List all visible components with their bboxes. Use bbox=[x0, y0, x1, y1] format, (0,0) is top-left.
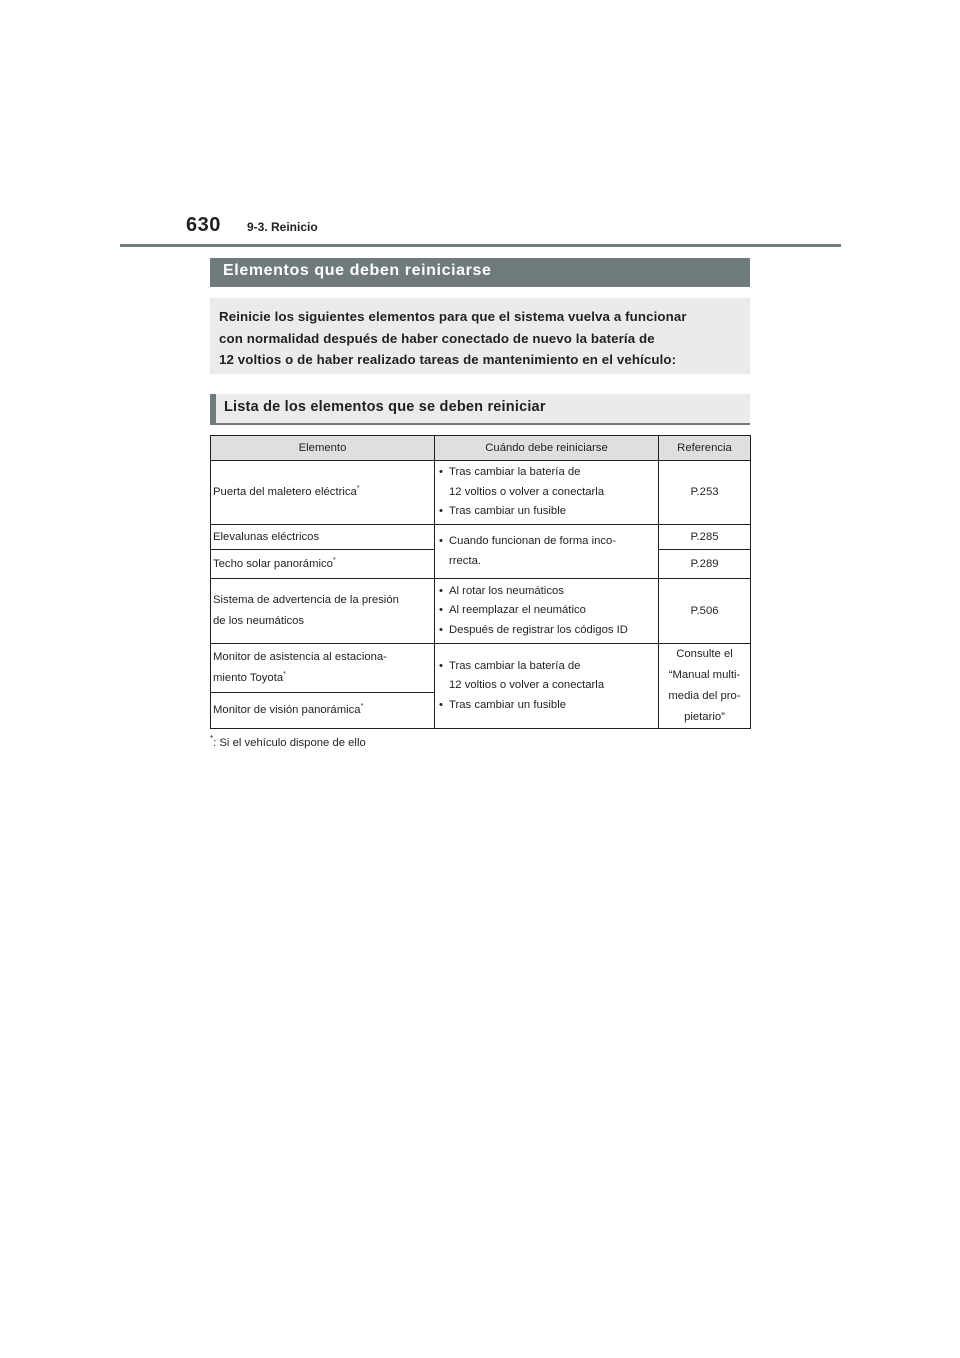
column-header-when: Cuándo debe reiniciarse bbox=[435, 436, 659, 461]
list-item: • Al reemplazar el neumático bbox=[435, 601, 658, 621]
footnote-mark: * bbox=[210, 734, 214, 743]
list-item: • Después de registrar los códigos ID bbox=[435, 621, 658, 641]
element-cell bbox=[211, 550, 435, 579]
list-item: • Tras cambiar la batería de 12 voltios o volver a conectarla bbox=[435, 657, 658, 696]
element-name: miento Toyota bbox=[213, 671, 284, 684]
column-header-reference: Referencia bbox=[659, 436, 751, 461]
element-name: Monitor de asistencia al estaciona- bbox=[213, 650, 387, 663]
reset-items-table bbox=[210, 435, 751, 729]
element-name: Monitor de visión panorámica bbox=[213, 703, 361, 716]
reference-cell: P.506 bbox=[659, 579, 751, 644]
list-item: • Tras cambiar un fusible bbox=[435, 696, 658, 716]
element-cell bbox=[211, 579, 435, 644]
footnote bbox=[210, 734, 366, 749]
element-cell bbox=[211, 461, 435, 525]
reference-cell: P.289 bbox=[659, 550, 751, 579]
list-item: • Cuando funcionan de forma inco- rrecta. bbox=[435, 532, 658, 571]
element-name: Sistema de advertencia de la presión bbox=[213, 594, 399, 606]
list-item: • Tras cambiar un fusible bbox=[435, 502, 658, 522]
subheading: Lista de los elementos que se deben reiniciar bbox=[210, 394, 750, 425]
intro-paragraph bbox=[210, 298, 750, 374]
element-name: Puerta del maletero eléctrica bbox=[213, 486, 357, 498]
intro-line: con normalidad después de haber conectado de nuevo la batería de bbox=[219, 330, 655, 346]
element-cell bbox=[211, 525, 435, 550]
section-title: 9-3. Reinicio bbox=[247, 220, 318, 234]
reference-cell: P.285 bbox=[659, 525, 751, 550]
when-cell bbox=[435, 644, 659, 729]
intro-line: 12 voltios o de haber realizado tareas de mantenimiento en el vehículo: bbox=[219, 352, 677, 367]
table-header-row bbox=[211, 436, 751, 461]
footnote-text: : Si el vehículo dispone de ello bbox=[213, 737, 366, 749]
footnote-mark: * bbox=[360, 702, 364, 710]
intro-line: Reinicie los siguientes elementos para que el sistema vuelva a funcionar bbox=[219, 309, 687, 324]
element-cell bbox=[211, 692, 435, 728]
section-heading: Elementos que deben reiniciarse bbox=[210, 258, 750, 287]
table-row bbox=[211, 579, 751, 644]
element-name: de los neumáticos bbox=[213, 615, 305, 627]
when-cell bbox=[435, 461, 659, 525]
reference-cell: Consulte el “Manual multi- media del pro- pietario” bbox=[659, 644, 751, 729]
footnote-mark: * bbox=[332, 556, 336, 564]
table-row bbox=[211, 461, 751, 525]
header-divider bbox=[120, 244, 841, 247]
list-item: • Tras cambiar la batería de 12 voltios o volver a conectarla bbox=[435, 463, 658, 502]
reference-cell: P.253 bbox=[659, 461, 751, 525]
footnote-mark: * bbox=[356, 485, 360, 492]
table-row bbox=[211, 644, 751, 693]
when-cell bbox=[435, 579, 659, 644]
element-cell bbox=[211, 644, 435, 693]
list-item: • Al rotar los neumáticos bbox=[435, 582, 658, 602]
page-number: 630 bbox=[186, 214, 221, 236]
element-name: Techo solar panorámico bbox=[213, 557, 333, 570]
element-name: Elevalunas eléctricos bbox=[213, 530, 320, 543]
when-cell bbox=[435, 525, 659, 579]
table-row bbox=[211, 525, 751, 550]
footnote-mark: * bbox=[283, 670, 286, 678]
column-header-element: Elemento bbox=[211, 436, 435, 461]
